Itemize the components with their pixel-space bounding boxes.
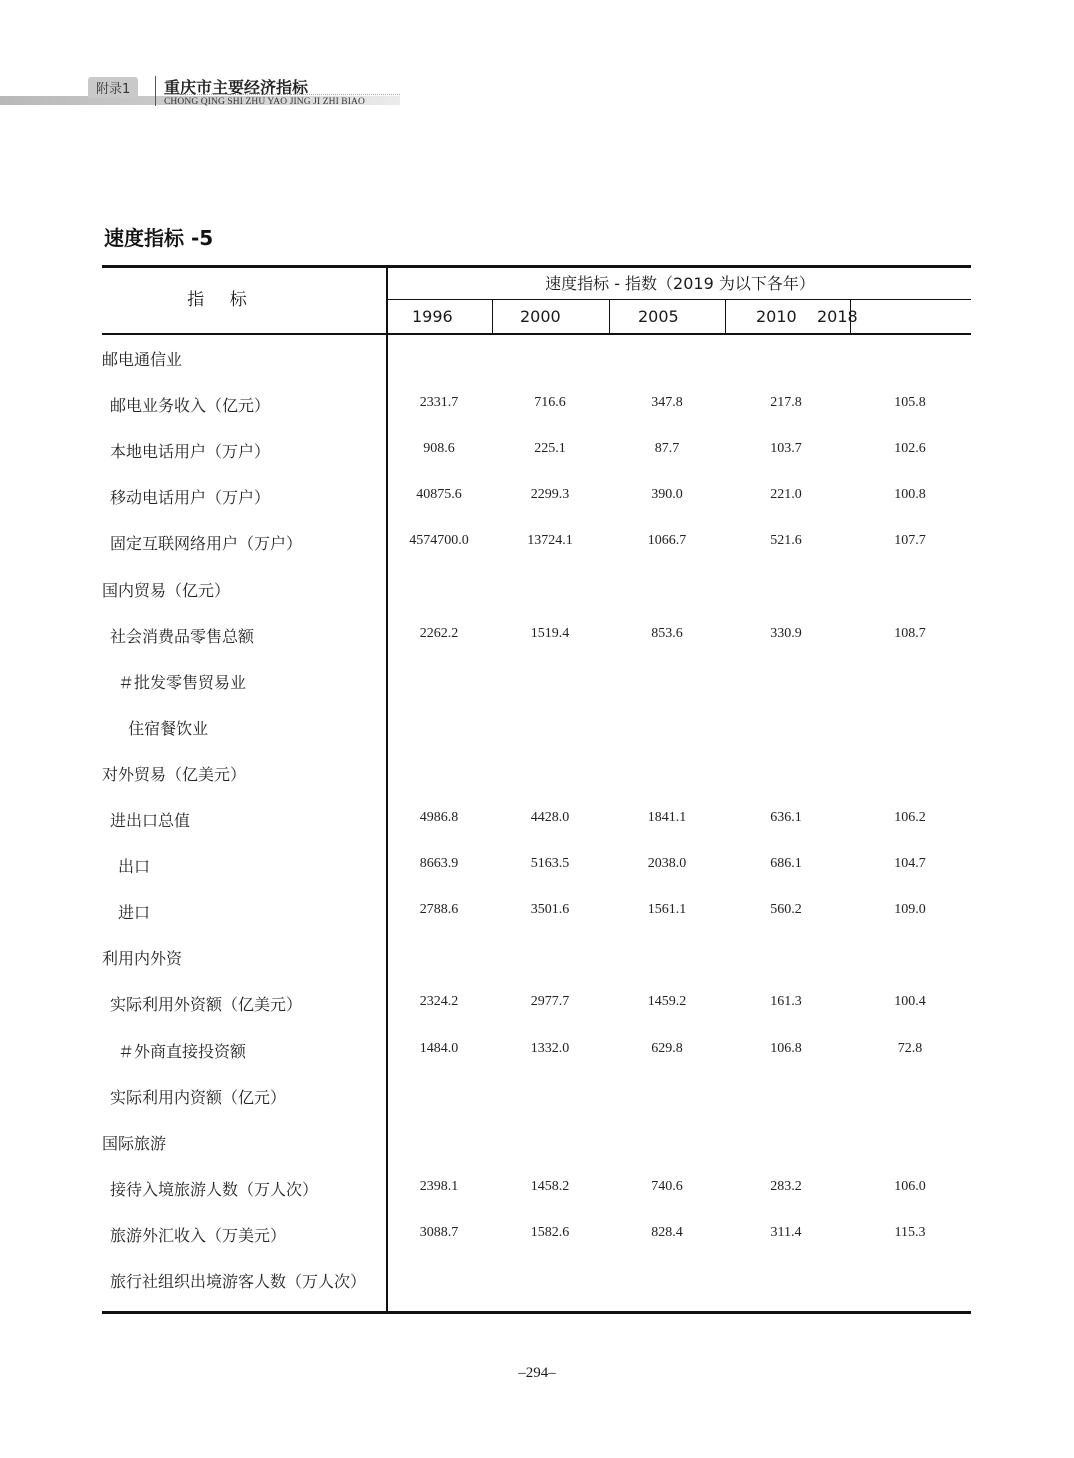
column-header-indicator: 指 标 xyxy=(187,290,257,310)
cell-value: 104.7 xyxy=(894,856,926,872)
cell-value: 283.2 xyxy=(770,1178,802,1194)
row-label: 社会消费品零售总额 xyxy=(110,626,255,646)
cell-value: 4574700.0 xyxy=(409,533,469,549)
row-label: 国内贸易（亿元） xyxy=(102,580,231,600)
page-number: –294– xyxy=(518,1365,556,1381)
table-bottom-rule xyxy=(102,1311,971,1314)
cell-value: 330.9 xyxy=(770,625,802,641)
table-row xyxy=(102,762,971,792)
row-label: 国际旅游 xyxy=(102,1133,167,1153)
cell-value: 105.8 xyxy=(894,395,926,411)
cell-value: 87.7 xyxy=(654,441,680,457)
table-col-divider xyxy=(492,299,493,334)
row-label: 实际利用内资额（亿元） xyxy=(110,1087,287,1107)
table-row xyxy=(102,1177,971,1207)
table-header-rule xyxy=(102,333,971,335)
row-label: 住宿餐饮业 xyxy=(118,718,209,738)
cell-value: 740.6 xyxy=(651,1178,683,1194)
table-row xyxy=(102,716,971,746)
table-row xyxy=(102,670,971,700)
table-top-rule xyxy=(102,265,971,268)
table-row xyxy=(102,900,971,930)
header-subtitle: CHONG QING SHI ZHU YAO JING JI ZHI BIAO xyxy=(164,97,365,107)
cell-value: 217.8 xyxy=(770,395,802,411)
cell-value: 390.0 xyxy=(651,487,683,503)
cell-value: 2324.2 xyxy=(419,994,459,1010)
cell-value: 4428.0 xyxy=(530,810,570,825)
cell-value: 2038.0 xyxy=(647,856,687,872)
cell-value: 161.3 xyxy=(770,994,802,1010)
row-label: 旅行社组织出境游客人数（万人次） xyxy=(110,1272,367,1291)
table-row xyxy=(102,531,971,561)
cell-value: 2262.2 xyxy=(419,625,459,641)
row-label: 利用内外资 xyxy=(102,949,183,969)
cell-value: 629.8 xyxy=(651,1040,683,1056)
cell-value: 908.6 xyxy=(423,441,455,457)
row-label: 固定互联网络用户（万户） xyxy=(110,534,303,554)
row-label: 对外贸易（亿美元） xyxy=(102,764,247,784)
row-label: ＃外商直接投资额 xyxy=(118,1041,247,1061)
row-label: 移动电话用户（万户） xyxy=(110,488,271,508)
row-label: ＃批发零售贸易业 xyxy=(118,672,247,692)
table-col-divider xyxy=(609,299,610,334)
page-title: 速度指标 -5 xyxy=(104,226,214,250)
cell-value: 102.6 xyxy=(894,441,926,457)
cell-value: 828.4 xyxy=(651,1224,683,1240)
year-header: 2005 xyxy=(638,307,679,326)
year-header: 2018 xyxy=(817,307,858,326)
cell-value: 107.7 xyxy=(894,533,926,549)
year-header: 1996 xyxy=(412,307,453,326)
cell-value: 3088.7 xyxy=(419,1224,459,1240)
table-row xyxy=(102,1269,971,1299)
row-label: 接待入境旅游人数（万人次） xyxy=(110,1179,319,1199)
header-dotted-rule xyxy=(164,94,400,95)
table-row xyxy=(102,1223,971,1253)
table-row xyxy=(102,624,971,654)
cell-value: 853.6 xyxy=(651,625,683,641)
cell-value: 1332.0 xyxy=(530,1040,570,1056)
cell-value: 1458.2 xyxy=(530,1178,570,1194)
table-row xyxy=(102,347,971,377)
cell-value: 716.6 xyxy=(534,395,566,411)
cell-value: 106.2 xyxy=(894,810,926,825)
cell-value: 1066.7 xyxy=(647,533,687,549)
table-col-divider xyxy=(725,299,726,334)
table-row xyxy=(102,439,971,469)
table-row xyxy=(102,992,971,1022)
row-label: 实际利用外资额（亿美元） xyxy=(110,995,303,1015)
table-row xyxy=(102,1039,971,1069)
cell-value: 1519.4 xyxy=(530,625,570,641)
table-subheader-rule xyxy=(387,299,971,300)
section-tab: 附录1 xyxy=(88,77,138,98)
cell-value: 5163.5 xyxy=(530,856,570,872)
cell-value: 106.8 xyxy=(770,1040,802,1056)
cell-value: 13724.1 xyxy=(527,533,573,549)
table-row xyxy=(102,393,971,423)
cell-value: 347.8 xyxy=(651,395,683,411)
cell-value: 636.1 xyxy=(770,810,802,825)
cell-value: 225.1 xyxy=(534,441,566,457)
row-label: 进口 xyxy=(118,903,151,923)
header-divider xyxy=(155,76,156,106)
cell-value: 100.8 xyxy=(894,487,926,503)
cell-value: 109.0 xyxy=(894,902,926,918)
cell-value: 311.4 xyxy=(770,1224,802,1240)
year-header: 2000 xyxy=(520,307,561,326)
cell-value: 72.8 xyxy=(897,1040,923,1056)
year-header: 2010 xyxy=(756,307,797,326)
header-title: 重庆市主要经济指标 xyxy=(164,78,309,97)
cell-value: 2788.6 xyxy=(419,902,459,918)
cell-value: 2299.3 xyxy=(530,487,570,503)
table-row xyxy=(102,1131,971,1161)
row-label: 进出口总值 xyxy=(110,811,191,830)
table-row xyxy=(102,578,971,608)
table-row xyxy=(102,946,971,976)
table-row xyxy=(102,485,971,515)
cell-value: 100.4 xyxy=(894,994,926,1010)
column-header-group: 速度指标 - 指数（2019 为以下各年） xyxy=(545,274,815,293)
table-row xyxy=(102,854,971,884)
cell-value: 103.7 xyxy=(770,441,802,457)
row-label: 本地电话用户（万户） xyxy=(110,442,271,462)
cell-value: 686.1 xyxy=(770,856,802,872)
table-row xyxy=(102,808,971,838)
cell-value: 1561.1 xyxy=(647,902,687,918)
cell-value: 108.7 xyxy=(894,625,926,641)
row-label: 邮电业务收入（亿元） xyxy=(110,396,271,416)
cell-value: 560.2 xyxy=(770,902,802,918)
row-label: 邮电通信业 xyxy=(102,350,183,369)
cell-value: 8663.9 xyxy=(419,856,459,872)
cell-value: 3501.6 xyxy=(530,902,570,918)
cell-value: 40875.6 xyxy=(416,487,462,503)
cell-value: 2977.7 xyxy=(530,994,570,1010)
cell-value: 1582.6 xyxy=(530,1224,570,1240)
cell-value: 115.3 xyxy=(894,1224,926,1240)
cell-value: 2398.1 xyxy=(419,1178,459,1194)
cell-value: 221.0 xyxy=(770,487,802,503)
cell-value: 106.0 xyxy=(894,1178,926,1194)
row-label: 旅游外汇收入（万美元） xyxy=(110,1225,287,1245)
cell-value: 1484.0 xyxy=(419,1040,459,1056)
cell-value: 2331.7 xyxy=(419,395,459,411)
row-label: 出口 xyxy=(118,857,151,877)
cell-value: 1459.2 xyxy=(647,994,687,1010)
cell-value: 521.6 xyxy=(770,533,802,549)
cell-value: 1841.1 xyxy=(647,810,687,825)
table-row xyxy=(102,1085,971,1115)
cell-value: 4986.8 xyxy=(419,810,459,825)
